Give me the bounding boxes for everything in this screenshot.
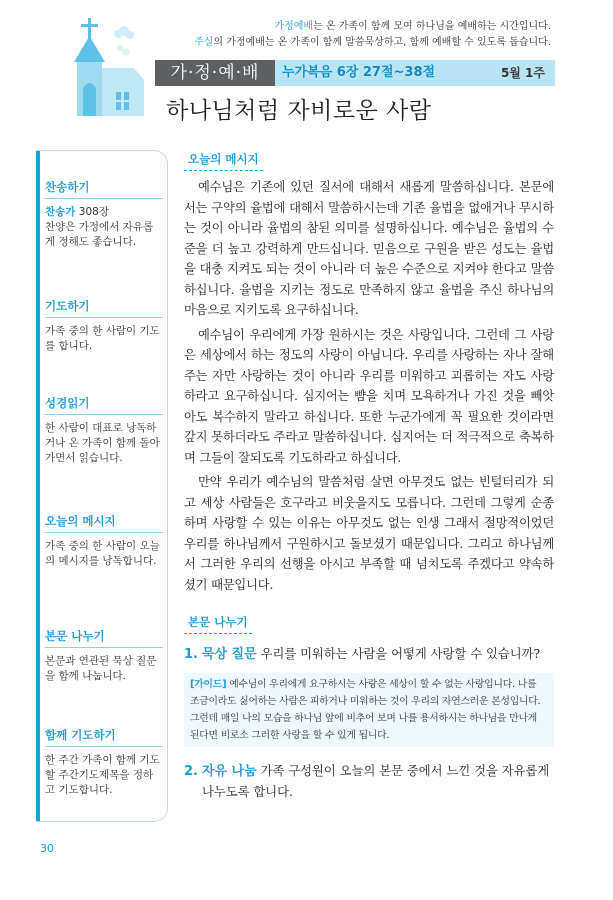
sidebar-heading: 본문 나누기 [45, 628, 163, 648]
question-text: 가족 구성원이 오늘의 본문 중에서 느낀 것을 자유롭게 나누도록 합니다. [202, 764, 550, 799]
sidebar-text: 찬양은 가정에서 자유롭게 정해도 좋습니다. [45, 221, 154, 248]
question-tag: 묵상 질문 [201, 647, 257, 662]
sidebar-heading: 오늘의 메시지 [45, 513, 163, 533]
sharing-heading: 본문 나누기 [184, 614, 252, 634]
message-paragraph: 예수님이 우리에게 가장 원하시는 것은 사랑입니다. 그런데 그 사랑은 세상에서 하는 정도의 사랑이 아닙니다. 우리를 사랑하는 자나 잘해 주는 자만 사랑하는 것이 아니라 우리를 미워하고 괴롭히는 자도 사랑하라고 요구하십니다. 심지어는 뺨을 치며 모욕하거나 가진 것을 빼앗아도 복수하지 말라고 하십니다. 또한 누군가에게 꼭 필요한 것이라면 갚지 못하더라도 주라고 말씀하십니다. 심지어는 더 적극적으로 축복하며 그들이 잘되도록 기도하라고 하십니다. [184, 327, 554, 465]
intro-notes [171, 19, 551, 51]
hymn-number: 308장 [78, 206, 109, 218]
sidebar-heading: 함께 기도하기 [45, 727, 163, 747]
guide-text: 예수님이 우리에게 요구하시는 사랑은 세상이 할 수 없는 사랑입니다. 나를 조금이라도 싫어하는 사람은 피하거나 미워하는 것이 우리의 자연스러운 본성입니다. 그런데 매일 나의 모습을 하나님 앞에 비추어 보며 나를 용서하시는 하나님을 만나게 된다면 비로소 그러한 사랑을 할 수 있게 됩니다. [190, 679, 541, 741]
section-tag: 가·정·예·배 [155, 60, 275, 86]
question-1: 1. 묵상 질문 우리를 미워하는 사람을 어떻게 사랑할 수 있습니까? [184, 647, 541, 662]
intro-note: 가정예배는 온 가족이 함께 모여 하나님을 예배하는 시간입니다. [274, 21, 551, 32]
sidebar-text: 한 사람이 대표로 낭독하거나 온 가족이 함께 돌아가면서 읽습니다. [45, 422, 160, 464]
sidebar-text: 가족 중의 한 사람이 기도를 합니다. [45, 325, 160, 352]
message-paragraph: 만약 우리가 예수님의 말씀처럼 살면 아무것도 없는 빈털터리가 되고 세상 사람들은 호구라고 비웃을지도 모릅니다. 그런데 그렇게 순종하며 사랑할 수 있는 이유는 아무것도 없는 인생 그래서 절망적이었던 우리를 하나님께서 구원하시고 돌보셨기 때문입니다. 그리고 하나님께서 그러한 우리의 선행을 아시고 부족할 때 넘치도록 주겠다고 약속하셨기 때문입니다. [184, 475, 554, 592]
scripture-reference: 누가복음 6장 27절~38절 [282, 65, 436, 80]
page-number: 30 [40, 842, 54, 855]
sidebar-text: 본문과 연관된 묵상 질문을 함께 나눕니다. [45, 655, 157, 682]
question-tag: 자유 나눔 [201, 764, 257, 779]
worship-order-sidebar [36, 150, 168, 822]
sidebar-heading: 찬송하기 [45, 179, 163, 199]
page-title: 하나님처럼 자비로운 사람 [166, 98, 432, 124]
message-paragraph: 예수님은 기존에 있던 질서에 대해서 새롭게 말씀하십니다. 본문에서는 구약의 율법에 대해서 말씀하시는데 기존 율법을 없애거나 무시하는 것이 아니라 율법의 참된 의미를 설명하십니다. 예수님은 율법의 수준을 더 높고 강력하게 만드십니다. 믿음으로 구원을 받은 성도는 율법을 대충 지켜도 되는 것이 아니라 더 높은 수준으로 지켜야 한다고 말씀하십니다. 율법을 지키는 정도로 만족하지 않고 율법을 주신 하나님의 마음으로 지키도록 요구하십니다. [184, 180, 554, 317]
sidebar-closing-prayer [45, 727, 163, 798]
sidebar-sharing [45, 628, 163, 684]
church-illustration [72, 18, 152, 116]
message-heading: 오늘의 메시지 [184, 151, 263, 171]
sidebar-reading [45, 395, 163, 466]
sidebar-heading: 기도하기 [45, 298, 163, 318]
hymn-label: 찬송가 [45, 206, 76, 218]
sidebar-praise [45, 179, 163, 250]
sidebar-message [45, 513, 163, 569]
intro-note: 주실의 가정예배는 온 가족이 함께 말씀묵상하고, 함께 예배할 수 있도록 돕습니다. [194, 37, 551, 48]
sidebar-heading: 성경읽기 [45, 395, 163, 415]
guide-label: [가이드] [190, 679, 227, 690]
question-2: 2. 자유 나눔 가족 구성원이 오늘의 본문 중에서 느낀 것을 자유롭게 나누도록 합니다. [184, 764, 550, 799]
sidebar-prayer [45, 298, 163, 354]
guide-box [184, 673, 554, 747]
question-text: 우리를 미워하는 사람을 어떻게 사랑할 수 있습니까? [260, 647, 541, 661]
sidebar-text: 가족 중의 한 사람이 오늘의 메시지를 낭독합니다. [45, 540, 160, 567]
main-content [184, 148, 554, 802]
sidebar-text: 한 주간 가족이 함께 기도할 주간기도제목을 정하고 기도합니다. [45, 754, 160, 796]
week-label: 5월 1주 [500, 66, 545, 80]
